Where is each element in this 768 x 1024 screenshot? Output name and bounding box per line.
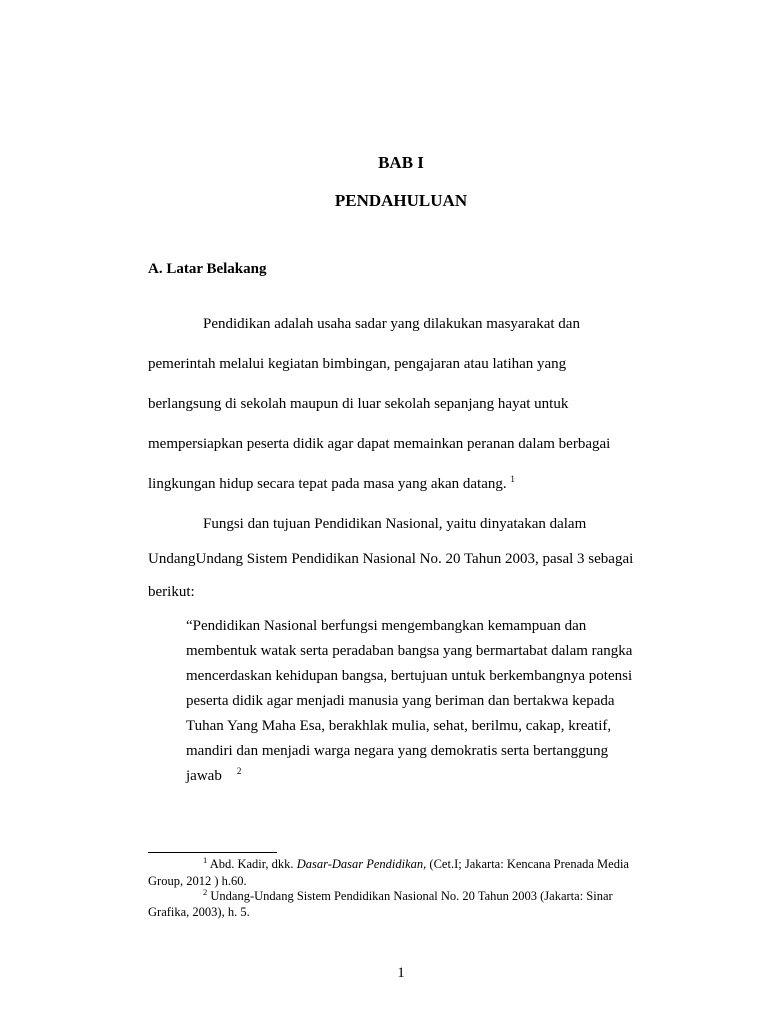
footnote-text: Undang-Undang Sistem Pendidikan Nasional No. 20 Tahun 2003 (Jakarta: Sinar (210, 889, 613, 903)
quote-line: Tuhan Yang Maha Esa, berakhlak mulia, sehat, berilmu, cakap, kreatif, (186, 718, 612, 734)
footnote-number: 1 (203, 855, 208, 865)
chapter-number: BAB I (378, 153, 424, 172)
paragraph-line: berlangsung di sekolah maupun di luar sekolah sepanjang hayat untuk (148, 396, 569, 412)
quote-line (186, 768, 241, 785)
quote-line: peserta didik agar menjadi manusia yang beriman dan bertakwa kepada (186, 693, 615, 709)
footnote-1 (203, 857, 629, 872)
footnote-reference: 2 (236, 766, 242, 776)
footnote-number: 2 (203, 887, 208, 897)
quote-line: mencerdaskan kehidupan bangsa, bertujuan untuk berkembangnya potensi (186, 668, 633, 684)
paragraph-line: pemerintah melalui kegiatan bimbingan, pengajaran atau latihan yang (148, 356, 567, 372)
paragraph-line: Pendidikan adalah usaha sadar yang dilakukan masyarakat dan (203, 316, 580, 332)
footnote-1-line2: Group, 2012 ) h.60. (148, 874, 247, 888)
footnote-author: Abd. Kadir, dkk. (209, 857, 294, 871)
chapter-title: PENDAHULUAN (334, 191, 468, 210)
quote-line: “Pendidikan Nasional berfungsi mengembangkan kemampuan dan (186, 618, 587, 634)
footnote-2 (203, 889, 613, 904)
footnote-text: (Cet.I; Jakarta: Kencana Prenada Media (429, 857, 629, 871)
quote-line: mandiri dan menjadi warga negara yang demokratis serta bertanggung (186, 743, 609, 759)
paragraph-line: Fungsi dan tujuan Pendidikan Nasional, yaitu dinyatakan dalam (203, 516, 587, 532)
paragraph-line: berikut: (148, 584, 195, 600)
footnote-separator (148, 852, 277, 853)
footnote-2-line2: Grafika, 2003), h. 5. (148, 905, 250, 919)
page-number: 1 (397, 965, 405, 981)
footnote-title: Dasar-Dasar Pendidikan, (296, 857, 427, 871)
paragraph-line-text: lingkungan hidup secara tepat pada masa yang akan datang. (148, 476, 507, 492)
paragraph-line (148, 476, 515, 493)
paragraph-line: mempersiapkan peserta didik agar dapat memainkan peranan dalam berbagai (148, 436, 611, 452)
paragraph-line: UndangUndang Sistem Pendidikan Nasional No. 20 Tahun 2003, pasal 3 sebagai (148, 551, 634, 567)
quote-line: membentuk watak serta peradaban bangsa yang bermartabat dalam rangka (186, 643, 633, 659)
footnote-reference: 1 (510, 474, 515, 484)
section-heading: A. Latar Belakang (148, 261, 267, 277)
quote-line-text: jawab (186, 768, 222, 784)
